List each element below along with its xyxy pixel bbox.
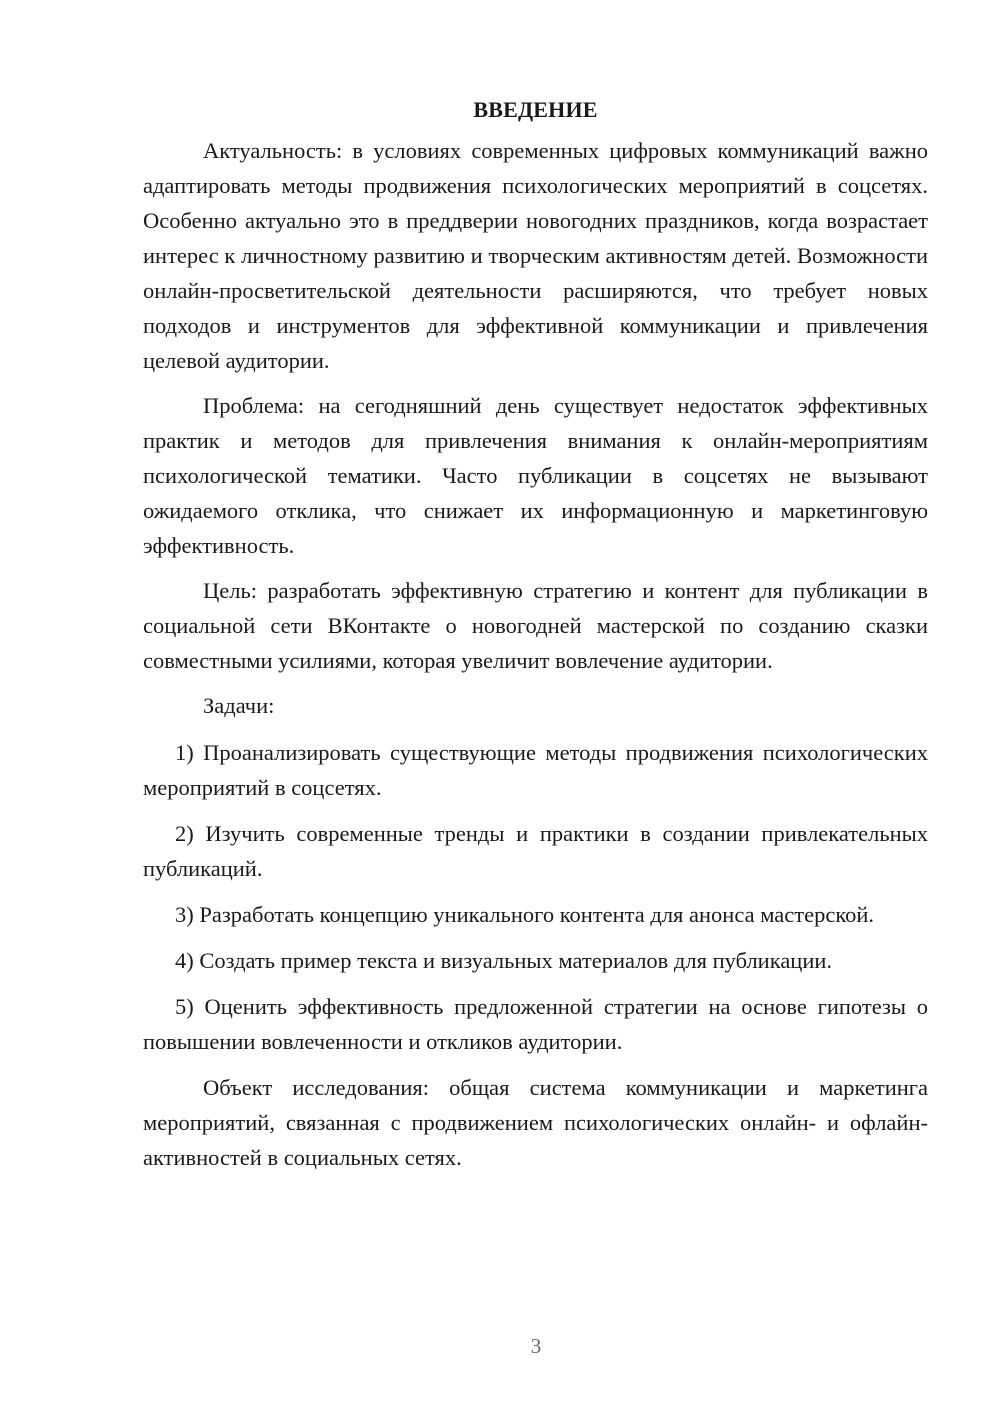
task-item-1: 1) Проанализировать существующие методы продвижения психологических мероприятий в соцсетях. <box>143 740 928 800</box>
paragraph-relevance: Актуальность: в условиях современных цифровых коммуникаций важно адаптировать методы продвижения психологических мероприятий в соцсетях. Особенно актуально это в преддверии новогодних праздников, когда возрастает интерес к личностному развитию и творческим активностям детей. Возможности онлайн-просветительской деятельности расширяются, что требует новых подходов и инструментов для эффективной коммуникации и привлечения целевой аудитории. <box>143 138 928 373</box>
paragraph-object: Объект исследования: общая система коммуникации и маркетинга мероприятий, связанная с продвижением психологических онлайн- и офлайн-активностей в социальных сетях. <box>143 1075 928 1170</box>
page-content <box>143 95 928 1185</box>
paragraph-problem: Проблема: на сегодняшний день существует недостаток эффективных практик и методов для привлечения внимания к онлайн-мероприятиям психологической тематики. Часто публикации в соцсетях не вызывают ожидаемого отклика, что снижает их информационную и маркетинговую эффективность. <box>143 393 928 558</box>
task-item-2: 2) Изучить современные тренды и практики в создании привлекательных публикаций. <box>143 821 928 881</box>
section-title: ВВЕДЕНИЕ <box>473 97 598 122</box>
page-number: 3 <box>530 1334 542 1358</box>
task-item-4: 4) Создать пример текста и визуальных материалов для публикации. <box>175 948 833 973</box>
paragraph-goal: Цель: разработать эффективную стратегию и контент для публикации в социальной сети ВКонтакте о новогодней мастерской по созданию сказки совместными усилиями, которая увеличит вовлечение аудитории. <box>143 578 928 673</box>
tasks-heading: Задачи: <box>203 693 275 718</box>
task-item-3: 3) Разработать концепцию уникального контента для анонса мастерской. <box>175 902 875 927</box>
task-item-5: 5) Оценить эффективность предложенной стратегии на основе гипотезы о повышении вовлеченности и откликов аудитории. <box>143 994 928 1054</box>
